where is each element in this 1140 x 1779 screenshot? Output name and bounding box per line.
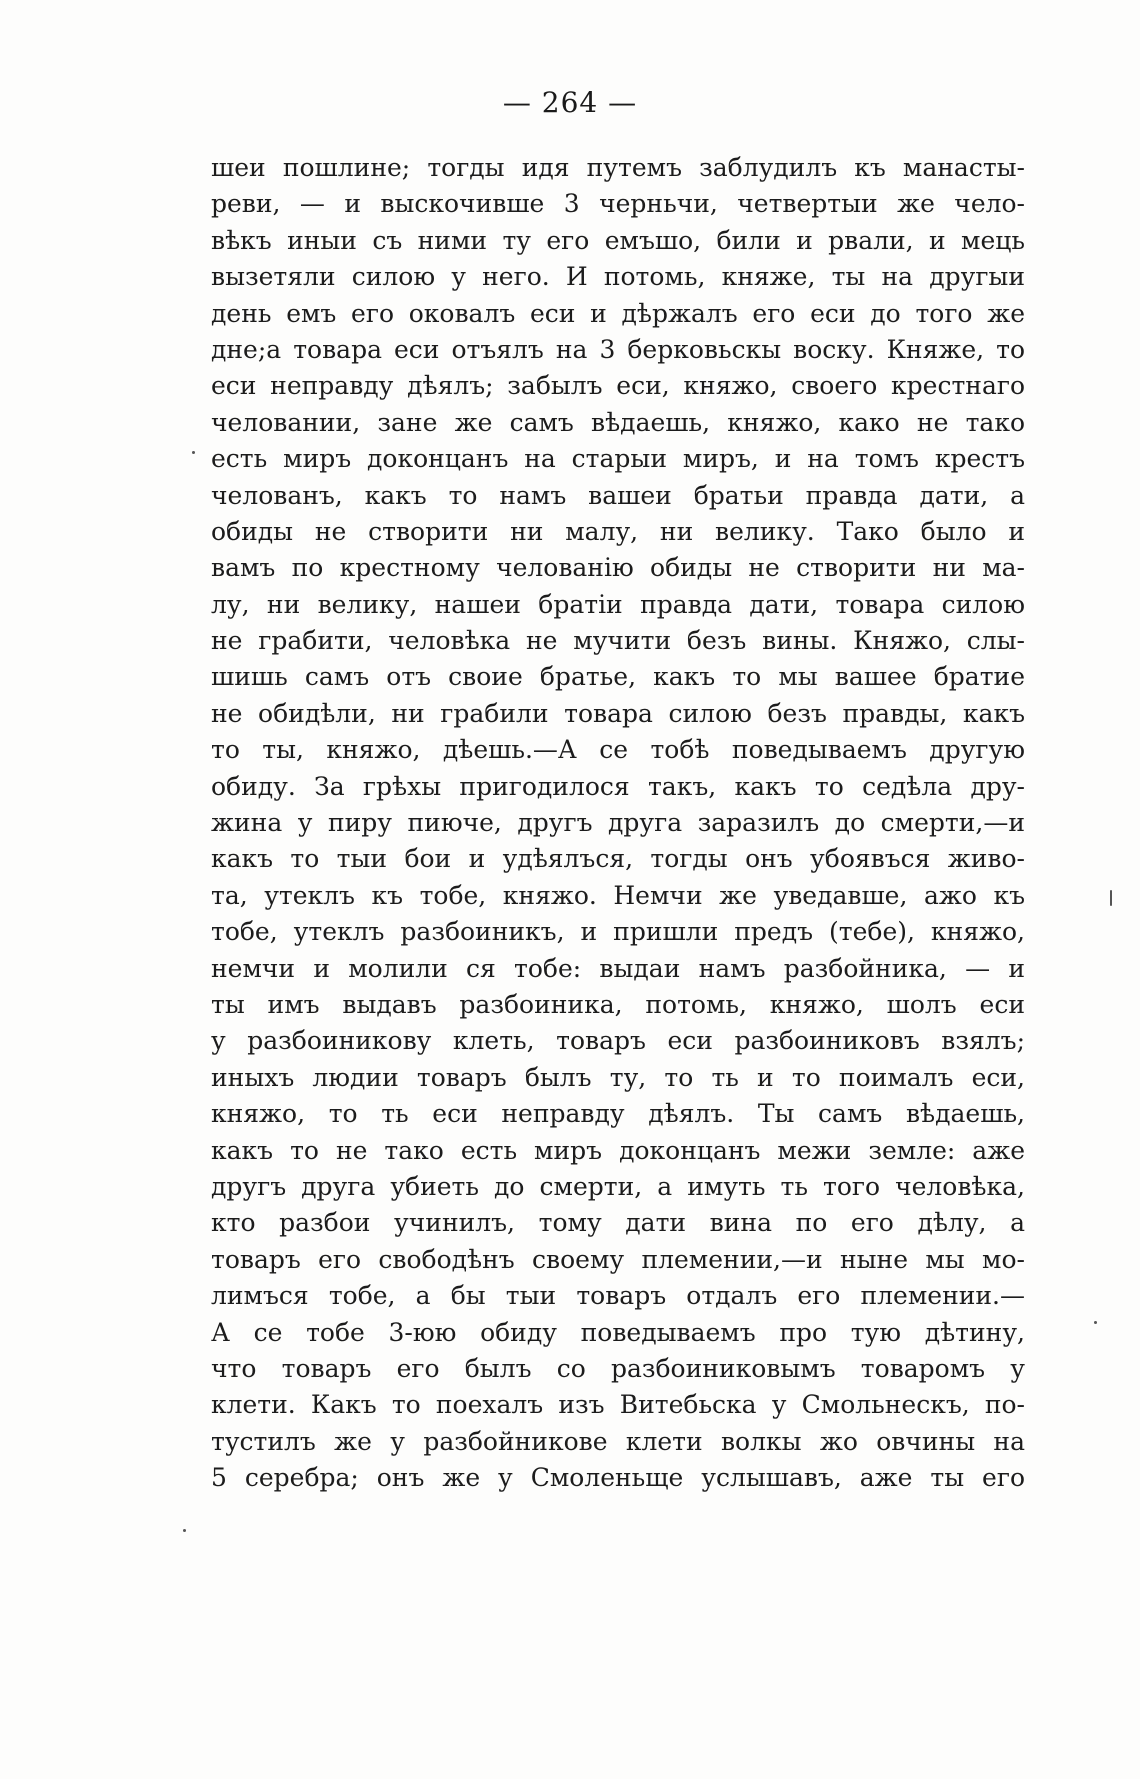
text-line: лимъся тобе, а бы тыи товаръ отдалъ его племении.— xyxy=(211,1281,1025,1311)
text-line: челованъ, какъ то намъ вашеи братьи правда дати, а xyxy=(211,480,1025,510)
text-line: вамъ по крестному челованію обиды не створити ни ма- xyxy=(211,553,1025,583)
text-line: какъ то не тако есть миръ доконцанъ межи земле: аже xyxy=(211,1135,1025,1165)
text-line: та, утеклъ къ тобе, княжо. Немчи же уведавше, ажо къ xyxy=(211,880,1025,910)
scan-speck xyxy=(192,451,195,454)
text-line: вызетяли силою у него. И потомь, княже, ты на другыи xyxy=(211,262,1025,292)
text-line: немчи и молили ся тобе: выдаи намъ разбойника, — и xyxy=(211,953,1025,983)
text-line: дне;а товара еси отъялъ на 3 берковьскы воску. Княже, то xyxy=(211,334,1025,364)
page-number: — 264 — xyxy=(502,86,638,119)
scan-speck xyxy=(1094,1321,1097,1324)
text-line: 5 серебра; онъ же у Смоленьще услышавъ, аже ты его xyxy=(211,1463,1025,1493)
text-line: лу, ни велику, нашеи братіи правда дати, товара силою xyxy=(211,589,1025,619)
text-line: вѣкъ иныи съ ними ту его емъшо, били и рвали, и мець xyxy=(211,225,1025,255)
text-line: у разбоиникову клеть, товаръ еси разбоиниковъ взялъ; xyxy=(211,1026,1025,1056)
text-line: клети. Какъ то поехалъ изъ Витебьска у Смольнескъ, по- xyxy=(211,1390,1025,1420)
text-line: А се тобе 3-юю обиду поведываемъ про тую дѣтину, xyxy=(211,1317,1025,1347)
text-line: какъ то тыи бои и удѣялъся, тогды онъ убоявъся живо- xyxy=(211,844,1025,874)
text-line: обиды не створити ни малу, ни велику. Тако было и xyxy=(211,516,1025,546)
text-line: что товаръ его былъ со разбоиниковымъ товаромъ у xyxy=(211,1353,1025,1383)
text-line: то ты, княжо, дѣешь.—А се тобѣ поведываемъ другую xyxy=(211,735,1025,765)
text-line: другъ друга убиеть до смерти, а имуть ть того человѣка, xyxy=(211,1171,1025,1201)
scan-speck xyxy=(183,1529,186,1532)
text-line: княжо, то ть еси неправду дѣялъ. Ты самъ вѣдаешь, xyxy=(211,1099,1025,1129)
scan-speck xyxy=(1110,890,1112,906)
body-text xyxy=(211,150,1025,1496)
text-line: есть миръ доконцанъ на старыи миръ, и на томъ крестъ xyxy=(211,444,1025,474)
text-line: ты имъ выдавъ разбоиника, потомь, княжо, шолъ еси xyxy=(211,989,1025,1019)
text-line: тустилъ же у разбойникове клети волкы жо овчины на xyxy=(211,1426,1025,1456)
text-line: еси неправду дѣялъ; забылъ еси, княжо, своего крестнаго xyxy=(211,371,1025,401)
text-line: кто разбои учинилъ, тому дати вина по его дѣлу, а xyxy=(211,1208,1025,1238)
text-line: тобе, утеклъ разбоиникъ, и пришли предъ (тебе), княжо, xyxy=(211,917,1025,947)
text-line: не обидѣли, ни грабили товара силою безъ правды, какъ xyxy=(211,698,1025,728)
text-line: товаръ его свободѣнъ своему племении,—и ныне мы мо- xyxy=(211,1244,1025,1274)
text-line: шишь самъ отъ своие братье, какъ то мы вашее братие xyxy=(211,662,1025,692)
text-line: реви, — и выскочивше 3 черньчи, четвертыи же чело- xyxy=(211,189,1025,219)
text-line: обиду. За грѣхы пригодилося такъ, какъ то седѣла дру- xyxy=(211,771,1025,801)
text-line: не грабити, человѣка не мучити безъ вины. Княжо, слы- xyxy=(211,626,1025,656)
text-line: иныхъ людии товаръ былъ ту, то ть и то поималъ еси, xyxy=(211,1062,1025,1092)
text-line: жина у пиру пиюче, другъ друга заразилъ до смерти,—и xyxy=(211,808,1025,838)
text-line: день емъ его оковалъ еси и дѣржалъ его еси до того же xyxy=(211,298,1025,328)
text-line: человании, зане же самъ вѣдаешь, княжо, како не тако xyxy=(211,407,1025,437)
text-line: шеи пошлине; тогды идя путемъ заблудилъ къ манасты- xyxy=(211,153,1025,182)
